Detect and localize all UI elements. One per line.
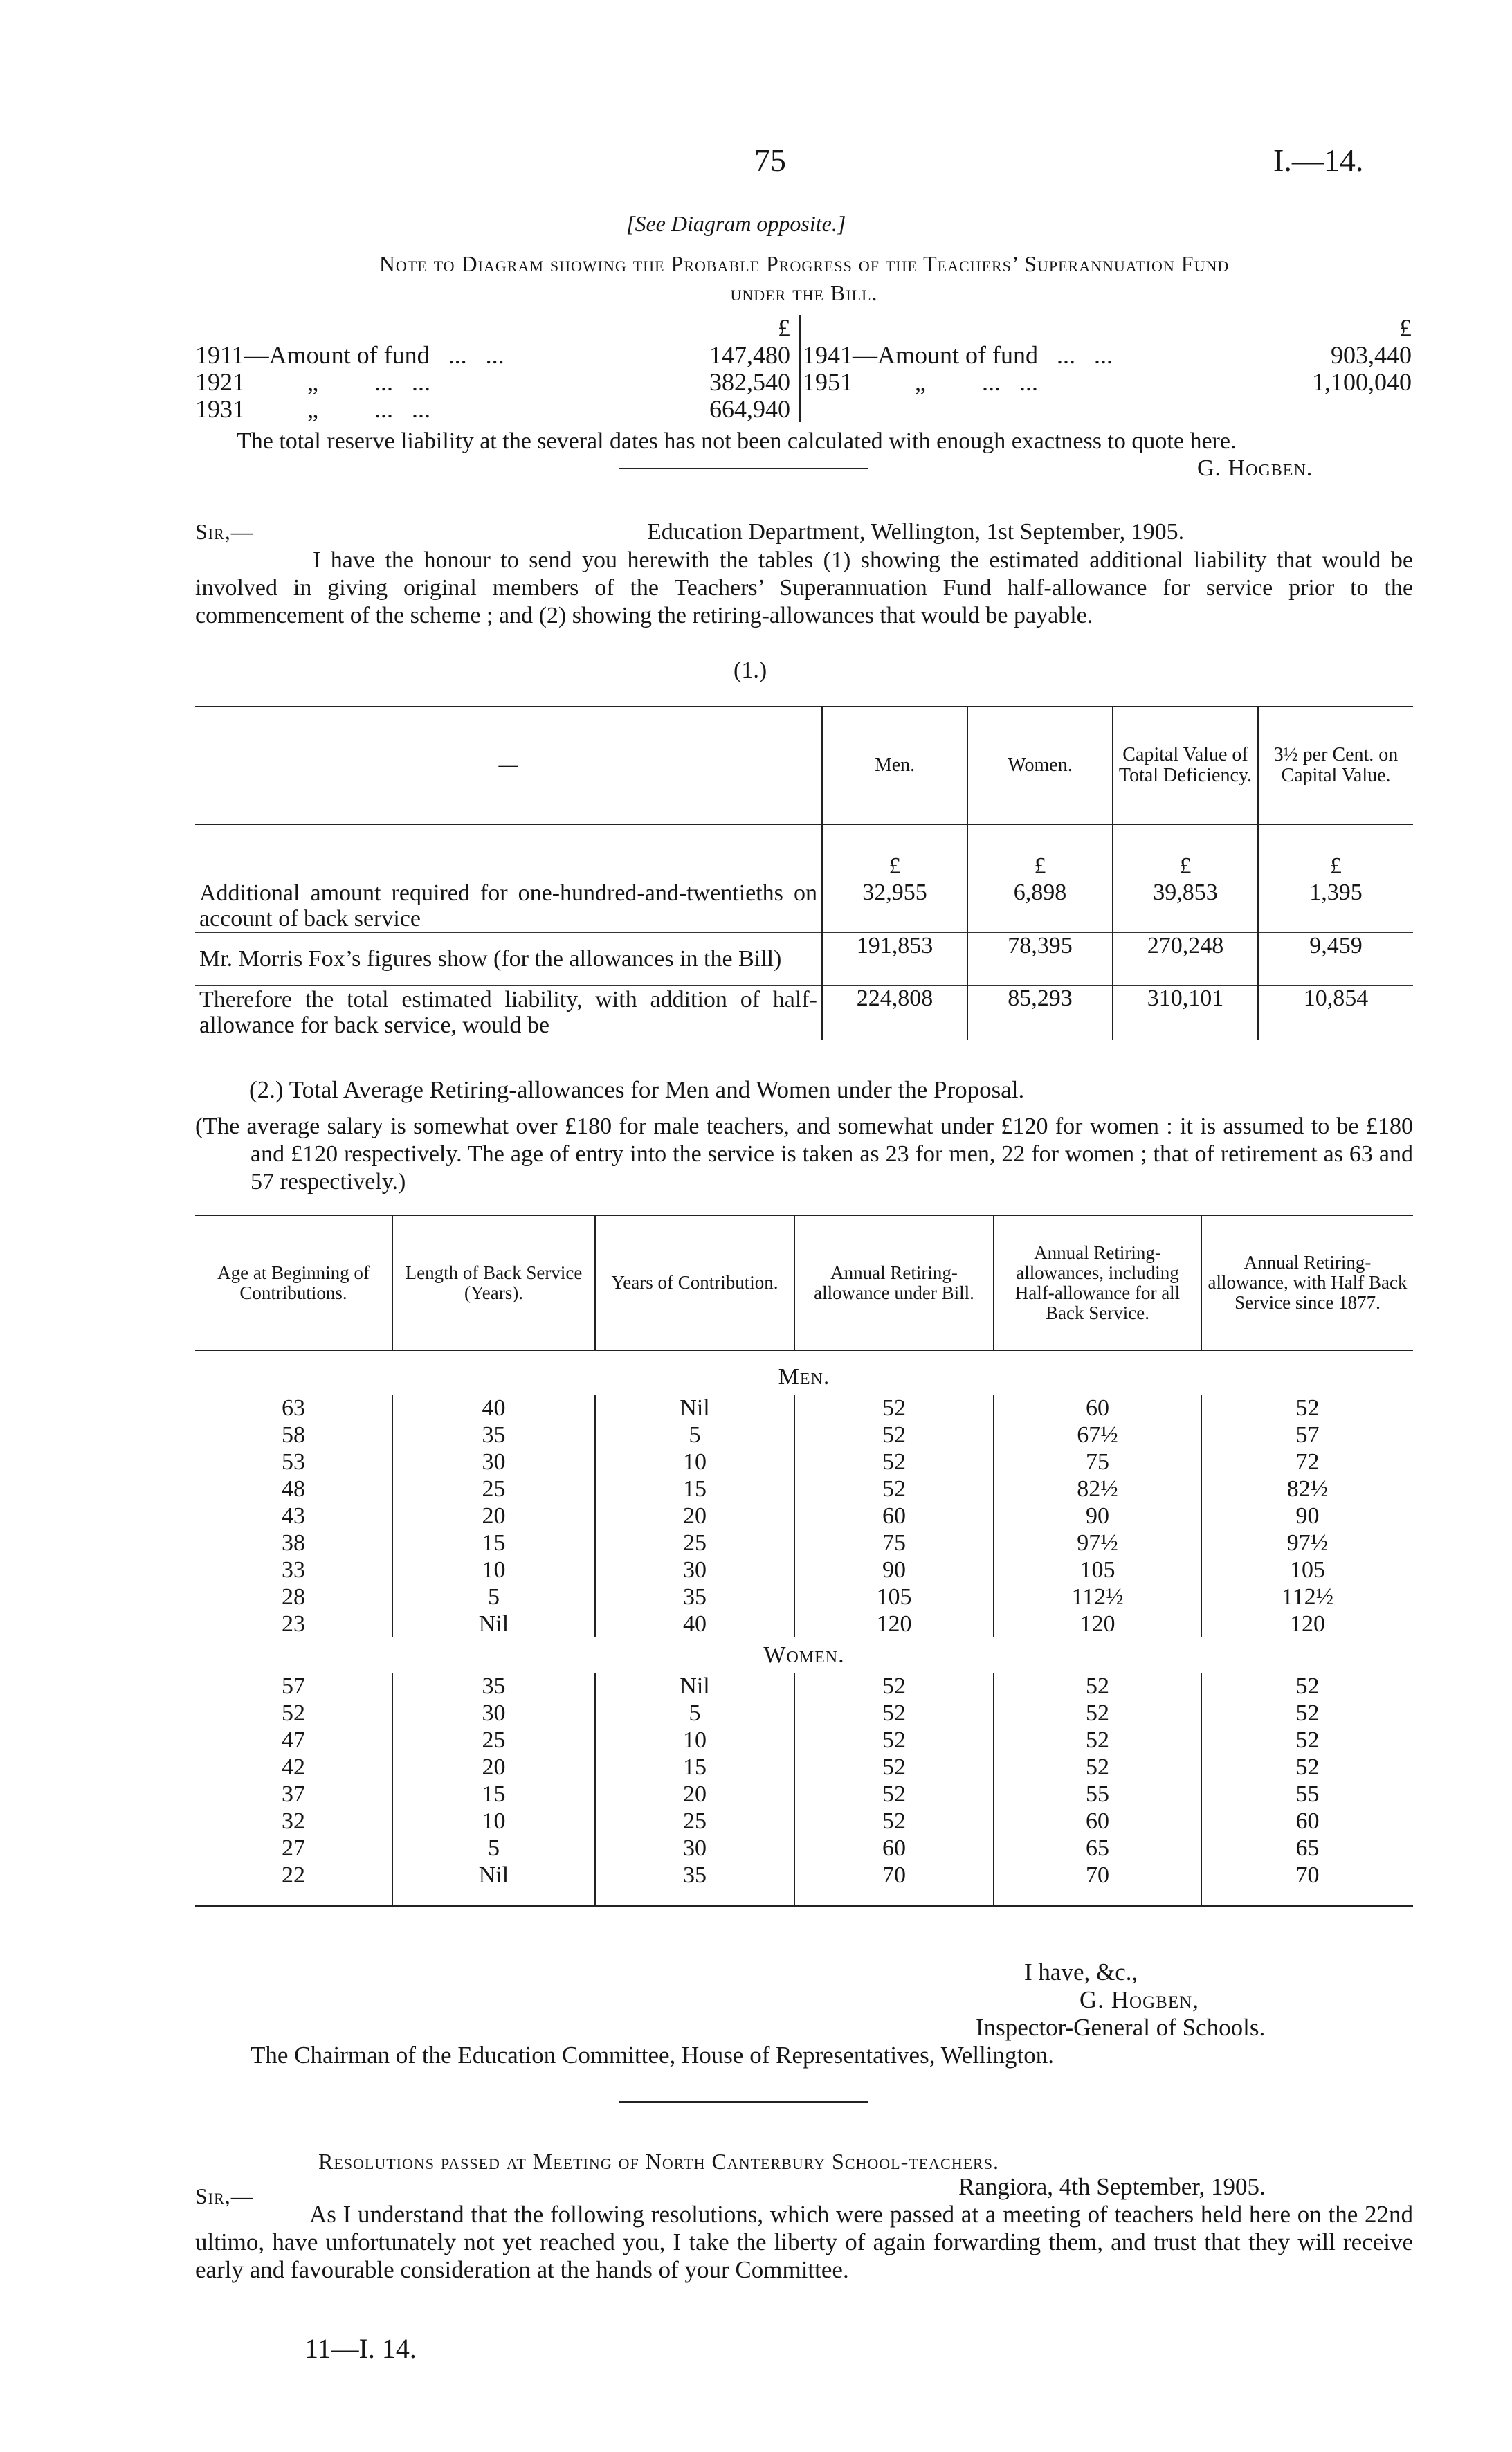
table-cell: 35	[595, 1583, 794, 1610]
table-row	[195, 1754, 1413, 1781]
table-cell: 20	[392, 1502, 595, 1529]
column-header: Age at Beginning of Contributions.	[195, 1215, 392, 1350]
table-cell: 97½	[1286, 1530, 1329, 1556]
table-cell: 37	[195, 1781, 392, 1808]
table-cell: 6,898	[967, 880, 1113, 932]
currency-cell: £	[967, 824, 1113, 880]
table-cell: 57	[195, 1673, 392, 1700]
table-cell: 90	[794, 1556, 994, 1583]
column-header: Women.	[967, 707, 1113, 824]
table-row	[195, 985, 1413, 1040]
table-header-row	[195, 1215, 1413, 1350]
fund-row	[195, 396, 790, 423]
table-cell: 30	[392, 1449, 595, 1475]
table-cell: 75	[994, 1449, 1201, 1475]
salutation: Sir,—	[195, 2183, 254, 2208]
column-header: 3½ per Cent. on Capital Value.	[1273, 744, 1399, 786]
table-cell: 52	[195, 1700, 392, 1727]
table-cell: 65	[994, 1835, 1201, 1862]
table-cell: 52	[794, 1754, 994, 1781]
resolutions-body: As I understand that the following resolutions, which were passed at a meeting of teachers held here on the 22nd ultimo, have unfortunately not yet reached you, I take the liberty of again forwarding them, and trust that they will receive early and favourable consideration at the hands of your Committee.	[195, 2201, 1413, 2283]
column-header: Annual Retiring-allowance, with Half Back Service since 1877.	[1208, 1252, 1408, 1313]
table-cell: 78,395	[967, 932, 1113, 985]
table-cell: 224,808	[822, 985, 967, 1040]
table-cell: 15	[392, 1529, 595, 1556]
table-row	[195, 1727, 1413, 1754]
fund-value: 382,540	[709, 368, 790, 396]
fund-row	[803, 342, 1412, 369]
closing-title: Inspector-General of Schools.	[976, 2014, 1266, 2041]
see-diagram-note: [See Diagram opposite.]	[626, 211, 846, 236]
table-cell: 97½	[994, 1529, 1201, 1556]
table-row	[195, 1781, 1413, 1808]
table-cell: 15	[392, 1781, 595, 1808]
table-cell: 52	[794, 1449, 994, 1475]
table-cell: 48	[195, 1475, 392, 1502]
fund-divider	[799, 315, 801, 422]
fund-value: 664,940	[709, 395, 790, 423]
note-signature: G. Hogben.	[1197, 455, 1313, 481]
table-cell: 70	[994, 1862, 1201, 1889]
table-cell: 25	[595, 1808, 794, 1835]
table-cell: 40	[392, 1395, 595, 1422]
table-cell: 25	[392, 1727, 595, 1754]
table-row	[195, 1449, 1413, 1475]
letter-body: I have the honour to send you herewith the tables (1) showing the estimated additional liability that would be involved in giving original members of the Teachers’ Superannuation Fund half-allowance for service prior to the commencement of the scheme ; and (2) showing the retiring-allowances that would be payable.	[195, 547, 1413, 628]
table-cell: 63	[195, 1395, 392, 1422]
table-cell: 10	[392, 1808, 595, 1835]
table-cell: 52	[994, 1727, 1201, 1754]
table-row	[195, 1610, 1413, 1637]
note-title	[195, 249, 1413, 307]
salutation: Sir,—	[195, 519, 254, 544]
column-header: Men.	[822, 707, 967, 824]
row-description: Mr. Morris Fox’s figures show (for the allowances in the Bill)	[195, 932, 822, 985]
table-cell: 90	[1295, 1503, 1320, 1529]
table-row	[195, 1808, 1413, 1835]
fund-value: 903,440	[1331, 341, 1412, 369]
fund-row	[195, 342, 790, 369]
table-cell: 52	[794, 1673, 994, 1700]
currency-symbol: £	[1399, 314, 1412, 342]
table-cell: 105	[1290, 1557, 1325, 1583]
table-cell: 5	[595, 1700, 794, 1727]
table-row	[195, 932, 1413, 985]
fund-label: 1951 „ ... ...	[803, 368, 1038, 396]
page-number: 75	[754, 143, 786, 178]
table-cell: 90	[994, 1502, 1201, 1529]
column-header: Capital Value of Total Deficiency.	[1113, 707, 1258, 824]
table-row	[195, 1673, 1413, 1700]
table-cell: 65	[1295, 1835, 1320, 1861]
table-cell: 52	[794, 1700, 994, 1727]
table-cell: 32,955	[822, 880, 967, 932]
table-cell: 39,853	[1113, 880, 1258, 932]
table-cell: 70	[1295, 1862, 1320, 1888]
table-cell: 30	[595, 1556, 794, 1583]
table-cell: 23	[195, 1610, 392, 1637]
table-cell: 120	[794, 1610, 994, 1637]
table-cell: 25	[595, 1529, 794, 1556]
row-description: Additional amount required for one-hundred-and-twentieths on account of back service	[195, 880, 822, 932]
table-cell: 57	[1295, 1422, 1320, 1448]
closing-line: I have, &c.,	[1024, 1959, 1138, 1986]
table-cell: 82½	[1286, 1476, 1329, 1502]
table-cell: 10	[595, 1727, 794, 1754]
fund-label: 1911—Amount of fund ... ...	[195, 341, 504, 369]
letter-address: Education Department, Wellington, 1st September, 1905.	[647, 519, 1185, 545]
column-header: Years of Contribution.	[595, 1215, 794, 1350]
fund-left-column	[195, 315, 790, 423]
table-cell: 10	[392, 1556, 595, 1583]
table-cell: 52	[1295, 1727, 1320, 1753]
table-cell: 52	[794, 1781, 994, 1808]
table-cell: 9,459	[1309, 932, 1363, 959]
closing-signature: G. Hogben,	[1080, 1986, 1199, 2013]
table1-label: (1.)	[734, 657, 767, 683]
table-header-row	[195, 707, 1413, 824]
table-cell: 120	[1290, 1611, 1325, 1637]
table-cell: 32	[195, 1808, 392, 1835]
table-cell: 60	[994, 1808, 1201, 1835]
reserve-remark: The total reserve liability at the several dates has not been calculated with enough exactness to quote here.	[237, 428, 1237, 454]
table-cell: 20	[392, 1754, 595, 1781]
fund-value: 147,480	[709, 341, 790, 369]
table2-title: (2.) Total Average Retiring-allowances for Men and Women under the Proposal.	[249, 1076, 1025, 1103]
table-cell: 20	[595, 1781, 794, 1808]
resolutions-address: Rangiora, 4th September, 1905.	[958, 2173, 1266, 2200]
table-cell: 270,248	[1113, 932, 1258, 985]
table-cell: 75	[794, 1529, 994, 1556]
table-cell: 27	[195, 1835, 392, 1862]
table-cell: 72	[1295, 1449, 1320, 1475]
table-cell: Nil	[595, 1395, 794, 1422]
section-label-men: Men.	[778, 1364, 830, 1390]
footer-signature-mark: 11—I. 14.	[304, 2333, 417, 2364]
table-cell: 52	[994, 1754, 1201, 1781]
table-cell: 30	[595, 1835, 794, 1862]
table-row	[195, 1583, 1413, 1610]
table-cell: 20	[595, 1502, 794, 1529]
table-cell: 52	[1295, 1700, 1320, 1726]
table-cell: 105	[794, 1583, 994, 1610]
table-cell: 55	[994, 1781, 1201, 1808]
table-cell: 85,293	[967, 985, 1113, 1040]
document-reference: I.—14.	[1273, 143, 1364, 178]
table-cell: 35	[392, 1673, 595, 1700]
table-cell: 52	[794, 1395, 994, 1422]
table-cell: 60	[994, 1395, 1201, 1422]
fund-value: 1,100,040	[1312, 368, 1412, 396]
table-cell: 5	[392, 1835, 595, 1862]
table-row	[195, 1556, 1413, 1583]
table-cell: 47	[195, 1727, 392, 1754]
table-cell: 28	[195, 1583, 392, 1610]
table-row	[195, 880, 1413, 932]
fund-label: 1941—Amount of fund ... ...	[803, 341, 1113, 369]
table-row	[195, 1395, 1413, 1422]
currency-row	[195, 824, 1413, 880]
currency-symbol: £	[778, 314, 790, 342]
table-cell: 52	[994, 1673, 1201, 1700]
retiring-allowances-table	[195, 1215, 1413, 1907]
table-cell: 43	[195, 1502, 392, 1529]
column-header: Annual Retiring-allowance under Bill.	[794, 1215, 994, 1350]
table-cell: 52	[794, 1727, 994, 1754]
divider	[619, 2101, 868, 2103]
column-header: Length of Back Service (Years).	[392, 1215, 595, 1350]
column-header: —	[195, 707, 822, 824]
section-label-women: Women.	[763, 1642, 845, 1668]
table-cell: 38	[195, 1529, 392, 1556]
table-cell: 15	[595, 1475, 794, 1502]
table-cell: 112½	[994, 1583, 1201, 1610]
table-cell: 60	[794, 1835, 994, 1862]
table-cell: 53	[195, 1449, 392, 1475]
divider	[619, 468, 868, 469]
currency-cell: £	[1113, 824, 1258, 880]
table-row	[195, 1422, 1413, 1449]
table-cell: 10	[595, 1449, 794, 1475]
table-cell: 55	[1295, 1781, 1320, 1807]
table-cell: 35	[392, 1422, 595, 1449]
table-cell: 82½	[994, 1475, 1201, 1502]
table-row	[195, 1529, 1413, 1556]
table-cell: 70	[794, 1862, 994, 1889]
table-row	[195, 1862, 1413, 1889]
table-cell: 25	[392, 1475, 595, 1502]
table-cell: 60	[1295, 1808, 1320, 1834]
table-cell: 33	[195, 1556, 392, 1583]
row-description: Therefore the total estimated liability, with addition of half-allowance for back service, would be	[195, 985, 822, 1040]
liability-table	[195, 706, 1413, 1040]
table-cell: 310,101	[1113, 985, 1258, 1040]
table-cell: 191,853	[822, 932, 967, 985]
fund-right-column	[803, 315, 1412, 396]
table-cell: 60	[794, 1502, 994, 1529]
currency-cell: £	[822, 824, 967, 880]
table-cell: 40	[595, 1610, 794, 1637]
note-title-line1: Note to Diagram showing the Probable Progress of the Teachers’ Superannuation Fund	[379, 251, 1230, 276]
currency-cell: £	[1330, 853, 1342, 879]
note-title-line2: under the Bill.	[730, 280, 878, 305]
table-row	[195, 1502, 1413, 1529]
table-cell: 5	[392, 1583, 595, 1610]
table-cell: 52	[1295, 1673, 1320, 1699]
table-cell: 35	[595, 1862, 794, 1889]
fund-label: 1931 „ ... ...	[195, 395, 430, 423]
fund-row	[195, 369, 790, 396]
table-cell: 30	[392, 1700, 595, 1727]
resolutions-title: Resolutions passed at Meeting of North Canterbury School-teachers.	[318, 2149, 999, 2174]
table-row	[195, 1475, 1413, 1502]
table-cell: 52	[1295, 1395, 1320, 1421]
table-row	[195, 1700, 1413, 1727]
table-row	[195, 1835, 1413, 1862]
fund-row	[803, 369, 1412, 396]
table-cell: 1,395	[1309, 880, 1363, 905]
addressee: The Chairman of the Education Committee, House of Representatives, Wellington.	[251, 2042, 1054, 2069]
column-header: Annual Retiring-allowances, including Half-allowance for all Back Service.	[994, 1215, 1201, 1350]
fund-label: 1921 „ ... ...	[195, 368, 430, 396]
table-cell: 52	[794, 1808, 994, 1835]
table-cell: 112½	[1281, 1584, 1334, 1610]
table-cell: 67½	[994, 1422, 1201, 1449]
table-cell: 10,854	[1303, 985, 1369, 1011]
table-cell: 58	[195, 1422, 392, 1449]
table2-note: (The average salary is somewhat over £180 for male teachers, and somewhat under £120 for women : it is assumed to be £180 and £120 respectively. The age of entry into the service is taken as 23 for men, 22 for women ; that of retirement as 63 and 57 respectively.)	[195, 1114, 1413, 1195]
table-cell: Nil	[392, 1862, 595, 1889]
table-cell: 105	[994, 1556, 1201, 1583]
table-cell: 22	[195, 1862, 392, 1889]
table-cell: Nil	[595, 1673, 794, 1700]
table-cell: 52	[794, 1475, 994, 1502]
table-cell: 52	[794, 1422, 994, 1449]
table-cell: 15	[595, 1754, 794, 1781]
table-cell: 52	[994, 1700, 1201, 1727]
table-cell: 5	[595, 1422, 794, 1449]
table-cell: 52	[1295, 1754, 1320, 1780]
table-cell: 120	[994, 1610, 1201, 1637]
table-cell: 42	[195, 1754, 392, 1781]
table-cell: Nil	[392, 1610, 595, 1637]
